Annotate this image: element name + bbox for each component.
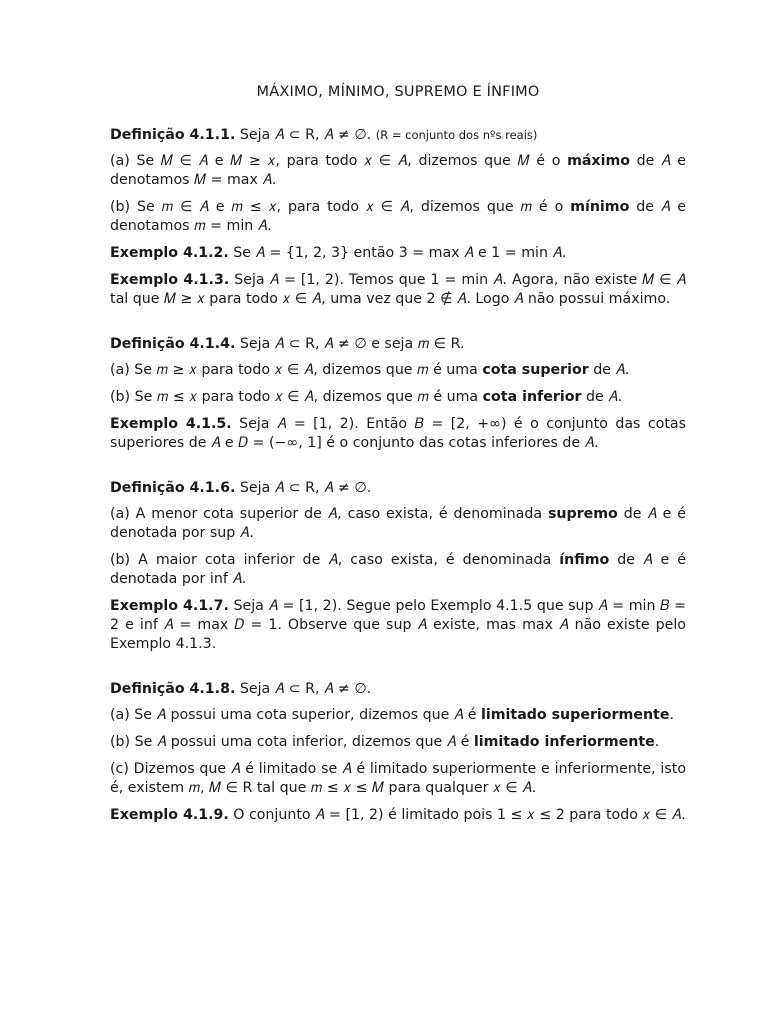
example-text: Seja 𝐴 = [1, 2). Então 𝐵 = [2, +∞) é o conjunto das cotas superiores de 𝐴 e 𝐷 = (−∞, 1] é o conjunto das cotas inferiores de 𝐴.	[110, 416, 686, 451]
definition-heading	[110, 126, 686, 145]
item-text: (a) A menor cota superior de 𝐴, caso exista, é denominada	[110, 506, 548, 522]
definition-label: Definição 4.1.4.	[110, 336, 236, 352]
item-term: supremo	[547, 506, 618, 522]
item-term: limitado superiormente	[481, 707, 670, 723]
example-4-1-3	[110, 271, 686, 309]
section-definition-4-1-6	[110, 479, 686, 654]
item-c	[110, 760, 686, 798]
item-a	[110, 361, 686, 380]
item-term: máximo	[567, 153, 630, 169]
item-a	[110, 152, 686, 190]
example-label: Exemplo 4.1.2.	[110, 245, 229, 261]
item-text-end: de 𝐴 e denotamos 𝑚 = min 𝐴.	[110, 199, 686, 234]
example-text: Seja 𝐴 = [1, 2). Temos que 1 = min 𝐴. Agora, não existe 𝑀 ∈ 𝐴 tal que 𝑀 ≥ 𝑥 para todo 𝑥 ∈ 𝐴, uma vez que 2 ∉ 𝐴. Logo 𝐴 não possui máximo.	[110, 272, 686, 307]
item-text-end: de 𝐴 e é denotada por inf 𝐴.	[110, 552, 686, 587]
item-text: (b) Se 𝐴 possui uma cota inferior, dizemos que 𝐴 é	[110, 734, 474, 750]
example-text: Se 𝐴 = {1, 2, 3} então 3 = max 𝐴 e 1 = min 𝐴.	[233, 245, 567, 261]
definition-text: Seja 𝐴 ⊂ R, 𝐴 ≠ ∅.	[239, 681, 372, 697]
item-text-end: de 𝐴.	[588, 362, 630, 378]
item-term: cota superior	[482, 362, 589, 378]
item-b	[110, 198, 686, 236]
definition-label: Definição 4.1.6.	[110, 480, 236, 496]
section-definition-4-1-8	[110, 680, 686, 825]
item-term: limitado inferiormente	[473, 734, 655, 750]
item-b	[110, 388, 686, 407]
example-4-1-9	[110, 806, 686, 825]
example-label: Exemplo 4.1.3.	[110, 272, 230, 288]
definition-label: Definição 4.1.1.	[110, 127, 236, 143]
item-text: (a) Se 𝑚 ≥ 𝑥 para todo 𝑥 ∈ 𝐴, dizemos que 𝑚 é uma	[110, 362, 483, 378]
section-definition-4-1-4	[110, 335, 686, 453]
page-title: MÁXIMO, MÍNIMO, SUPREMO E ÍNFIMO	[256, 84, 540, 100]
definition-heading	[110, 680, 686, 699]
item-text-end: .	[669, 707, 674, 723]
definition-label: Definição 4.1.8.	[110, 681, 236, 697]
definition-heading	[110, 479, 686, 498]
item-text-end: de 𝐴 e denotamos 𝑀 = max 𝐴.	[110, 153, 686, 188]
item-b	[110, 733, 686, 752]
item-a	[110, 706, 686, 725]
example-label: Exemplo 4.1.7.	[110, 598, 229, 614]
item-text: (b) Se 𝑚 ≤ 𝑥 para todo 𝑥 ∈ 𝐴, dizemos que 𝑚 é uma	[110, 389, 483, 405]
definition-text: Seja 𝐴 ⊂ R, 𝐴 ≠ ∅.	[239, 127, 372, 143]
example-text: O conjunto 𝐴 = [1, 2) é limitado pois 1 ≤ 𝑥 ≤ 2 para todo 𝑥 ∈ 𝐴.	[233, 807, 686, 823]
item-b	[110, 551, 686, 589]
example-text: Seja 𝐴 = [1, 2). Segue pelo Exemplo 4.1.5 que sup 𝐴 = min 𝐵 = 2 e inf 𝐴 = max 𝐷 = 1. Observe que sup 𝐴 existe, mas max 𝐴 não existe pelo Exemplo 4.1.3.	[110, 598, 686, 652]
definition-text: Seja 𝐴 ⊂ R, 𝐴 ≠ ∅.	[239, 480, 372, 496]
example-4-1-5	[110, 415, 686, 453]
item-text-end: de 𝐴.	[581, 389, 623, 405]
item-text: (a) Se 𝑀 ∈ 𝐴 e 𝑀 ≥ 𝑥, para todo 𝑥 ∈ 𝐴, dizemos que 𝑀 é o	[110, 153, 568, 169]
item-text-end: de 𝐴 e é denotada por sup 𝐴.	[110, 506, 687, 541]
definition-text: Seja 𝐴 ⊂ R, 𝐴 ≠ ∅ e seja 𝑚 ∈ R.	[239, 336, 465, 352]
definition-note: (R = conjunto dos nºs reais)	[375, 128, 538, 142]
example-4-1-2	[110, 244, 686, 263]
item-text: (b) Se 𝑚 ∈ 𝐴 e 𝑚 ≤ 𝑥, para todo 𝑥 ∈ 𝐴, dizemos que 𝑚 é o	[110, 199, 571, 215]
item-term: cota inferior	[482, 389, 582, 405]
item-text: (a) Se 𝐴 possui uma cota superior, dizemos que 𝐴 é	[110, 707, 482, 723]
item-text: (b) A maior cota inferior de 𝐴, caso exista, é denominada	[110, 552, 560, 568]
example-label: Exemplo 4.1.9.	[110, 807, 229, 823]
item-a	[110, 505, 686, 543]
item-term: mínimo	[570, 199, 630, 215]
item-text-end: .	[654, 734, 660, 750]
example-4-1-7	[110, 597, 686, 654]
example-label: Exemplo 4.1.5.	[110, 416, 232, 432]
section-definition-4-1-1	[110, 126, 686, 309]
item-term: ínfimo	[559, 552, 610, 568]
definition-heading	[110, 335, 686, 354]
item-text: (c) Dizemos que 𝐴 é limitado se 𝐴 é limitado superiormente e inferiormente, isto é, existem 𝑚, 𝑀 ∈ R tal que 𝑚 ≤ 𝑥 ≤ 𝑀 para qualquer 𝑥 ∈ 𝐴.	[110, 761, 686, 796]
